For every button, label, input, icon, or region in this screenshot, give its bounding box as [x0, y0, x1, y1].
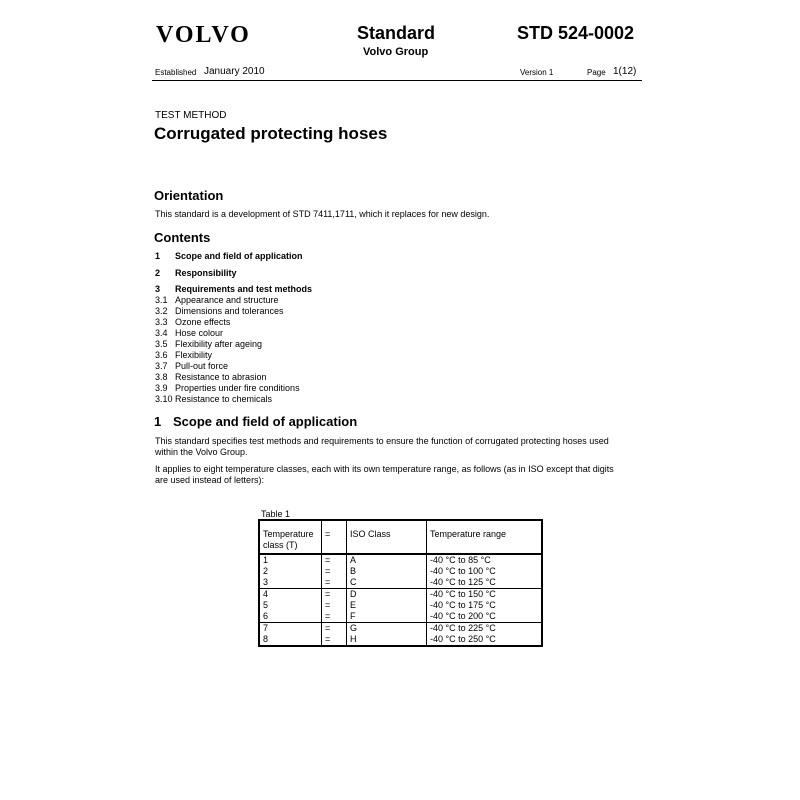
toc-item[interactable] [155, 251, 303, 261]
toc-item-number: 3.10 [155, 394, 173, 404]
toc-item-number: 3.8 [155, 372, 168, 382]
toc-item[interactable] [155, 306, 284, 316]
toc-item-label: Ozone effects [175, 317, 231, 327]
toc-item-number: 3.9 [155, 383, 168, 393]
toc-item-label: Resistance to abrasion [175, 372, 267, 382]
header-col1-line2: class (T) [263, 540, 298, 550]
toc-item-label: Dimensions and tolerances [175, 306, 284, 316]
toc-item-label: Properties under fire conditions [175, 383, 300, 393]
toc-item[interactable] [155, 295, 279, 305]
section-1-paragraph-2-line-1: It applies to eight temperature classes, each with its own temperature range, as follows (as in ISO except that digits [155, 464, 614, 474]
toc-item-number: 3.6 [155, 350, 168, 360]
cell-equals: = [322, 611, 347, 623]
standard-number: STD 524-0002 [517, 23, 635, 43]
cell-temperature-range: -40 °C to 250 °C [430, 634, 496, 644]
table-caption: Table 1 [261, 509, 291, 519]
cell-temperature-class: 5 [259, 600, 322, 611]
toc-item-number: 3 [155, 284, 161, 294]
header-subtitle: Volvo Group [363, 46, 429, 58]
cell-iso-class: B [347, 566, 427, 577]
cell-iso-class: A [347, 554, 427, 566]
volvo-logo: VOLVO [156, 22, 251, 48]
table-row [259, 589, 542, 601]
section-title: Scope and field of application [173, 414, 358, 429]
header-iso-class: ISO Class [347, 520, 427, 554]
toc-item-number: 2 [155, 268, 161, 278]
contents-heading: Contents [154, 230, 211, 245]
header-title: Standard [357, 23, 436, 43]
toc-item-number: 3.1 [155, 295, 168, 305]
toc-item-number: 3.7 [155, 361, 168, 371]
cell-iso-class: D [347, 589, 427, 601]
toc-item-number: 1 [155, 251, 161, 261]
version-label: Version 1 [520, 68, 554, 77]
cell-temperature-class: 7 [259, 623, 322, 635]
page-label: Page [587, 68, 606, 77]
cell-temperature-class: 4 [259, 589, 322, 601]
section-1-paragraph-1-line-2: within the Volvo Group. [155, 447, 248, 457]
toc-item-label: Responsibility [175, 268, 237, 278]
toc-item-label: Pull-out force [175, 361, 229, 371]
toc-item-label: Appearance and structure [175, 295, 279, 305]
temperature-class-table [258, 519, 543, 647]
toc-item[interactable] [155, 361, 228, 371]
orientation-heading: Orientation [154, 188, 224, 203]
doc-category: TEST METHOD [155, 110, 227, 121]
cell-temperature-range: -40 °C to 150 °C [430, 589, 496, 599]
toc-item[interactable] [155, 268, 237, 278]
cell-temperature-range: -40 °C to 225 °C [430, 623, 496, 633]
toc-item-label: Requirements and test methods [175, 284, 313, 294]
established-label: Established [155, 68, 197, 77]
table-row [259, 566, 542, 577]
toc-item-label: Resistance to chemicals [175, 394, 273, 404]
doc-title: Corrugated protecting hoses [154, 124, 388, 143]
toc-item-label: Hose colour [175, 328, 224, 338]
cell-temperature-class: 8 [259, 634, 322, 646]
cell-equals: = [322, 634, 347, 646]
cell-iso-class: F [347, 611, 427, 623]
toc-item[interactable] [155, 284, 312, 294]
table-row [259, 611, 542, 623]
section-1-heading [154, 414, 357, 429]
toc-item-number: 3.5 [155, 339, 168, 349]
cell-temperature-range: -40 °C to 175 °C [430, 600, 496, 610]
toc-item-label: Scope and field of application [175, 251, 303, 261]
established-date: January 2010 [204, 66, 265, 77]
cell-temperature-range: -40 °C to 100 °C [430, 566, 496, 576]
cell-temperature-class: 2 [259, 566, 322, 577]
cell-iso-class: C [347, 577, 427, 589]
header-divider [152, 80, 642, 81]
header-temperature-class [259, 520, 322, 554]
cell-equals: = [322, 623, 347, 635]
toc-item[interactable] [155, 339, 262, 349]
header-equals: = [322, 520, 347, 554]
cell-iso-class: E [347, 600, 427, 611]
toc-item-number: 3.3 [155, 317, 168, 327]
section-1-paragraph-1-line-1: This standard specifies test methods and requirements to ensure the function of corrugated protecting hoses used [155, 436, 609, 446]
cell-equals: = [322, 554, 347, 566]
orientation-text: This standard is a development of STD 7411,1711, which it replaces for new design. [155, 209, 490, 219]
cell-temperature-class: 6 [259, 611, 322, 623]
table-row [259, 623, 542, 635]
cell-temperature-class: 1 [259, 554, 322, 566]
cell-iso-class: G [347, 623, 427, 635]
toc-item[interactable] [155, 328, 223, 338]
cell-equals: = [322, 566, 347, 577]
toc-item[interactable] [155, 383, 300, 393]
cell-temperature-class: 3 [259, 577, 322, 589]
header-col1-line1: Temperature [263, 529, 314, 539]
section-1-paragraph-2-line-2: are used instead of letters): [155, 475, 265, 485]
header-temperature-range: Temperature range [427, 520, 543, 554]
toc-item[interactable] [155, 394, 272, 404]
cell-temperature-range: -40 °C to 200 °C [427, 611, 543, 623]
cell-temperature-range: -40 °C to 125 °C [427, 577, 543, 589]
section-number: 1 [154, 414, 162, 429]
cell-equals: = [322, 577, 347, 589]
page-value: 1(12) [613, 66, 637, 77]
table-row [259, 554, 542, 566]
cell-equals: = [322, 600, 347, 611]
table-row [259, 600, 542, 611]
table-header-row [259, 520, 542, 554]
toc-item-label: Flexibility [175, 350, 213, 360]
toc-item-label: Flexibility after ageing [175, 339, 263, 349]
cell-temperature-range: -40 °C to 85 °C [430, 555, 491, 565]
table-row [259, 634, 542, 646]
toc-item[interactable] [155, 372, 267, 382]
toc-item-number: 3.4 [155, 328, 168, 338]
toc-item-number: 3.2 [155, 306, 168, 316]
cell-equals: = [322, 589, 347, 601]
cell-iso-class: H [347, 634, 427, 646]
toc-item[interactable] [155, 350, 212, 360]
toc-item[interactable] [155, 317, 230, 327]
table-row [259, 577, 542, 589]
